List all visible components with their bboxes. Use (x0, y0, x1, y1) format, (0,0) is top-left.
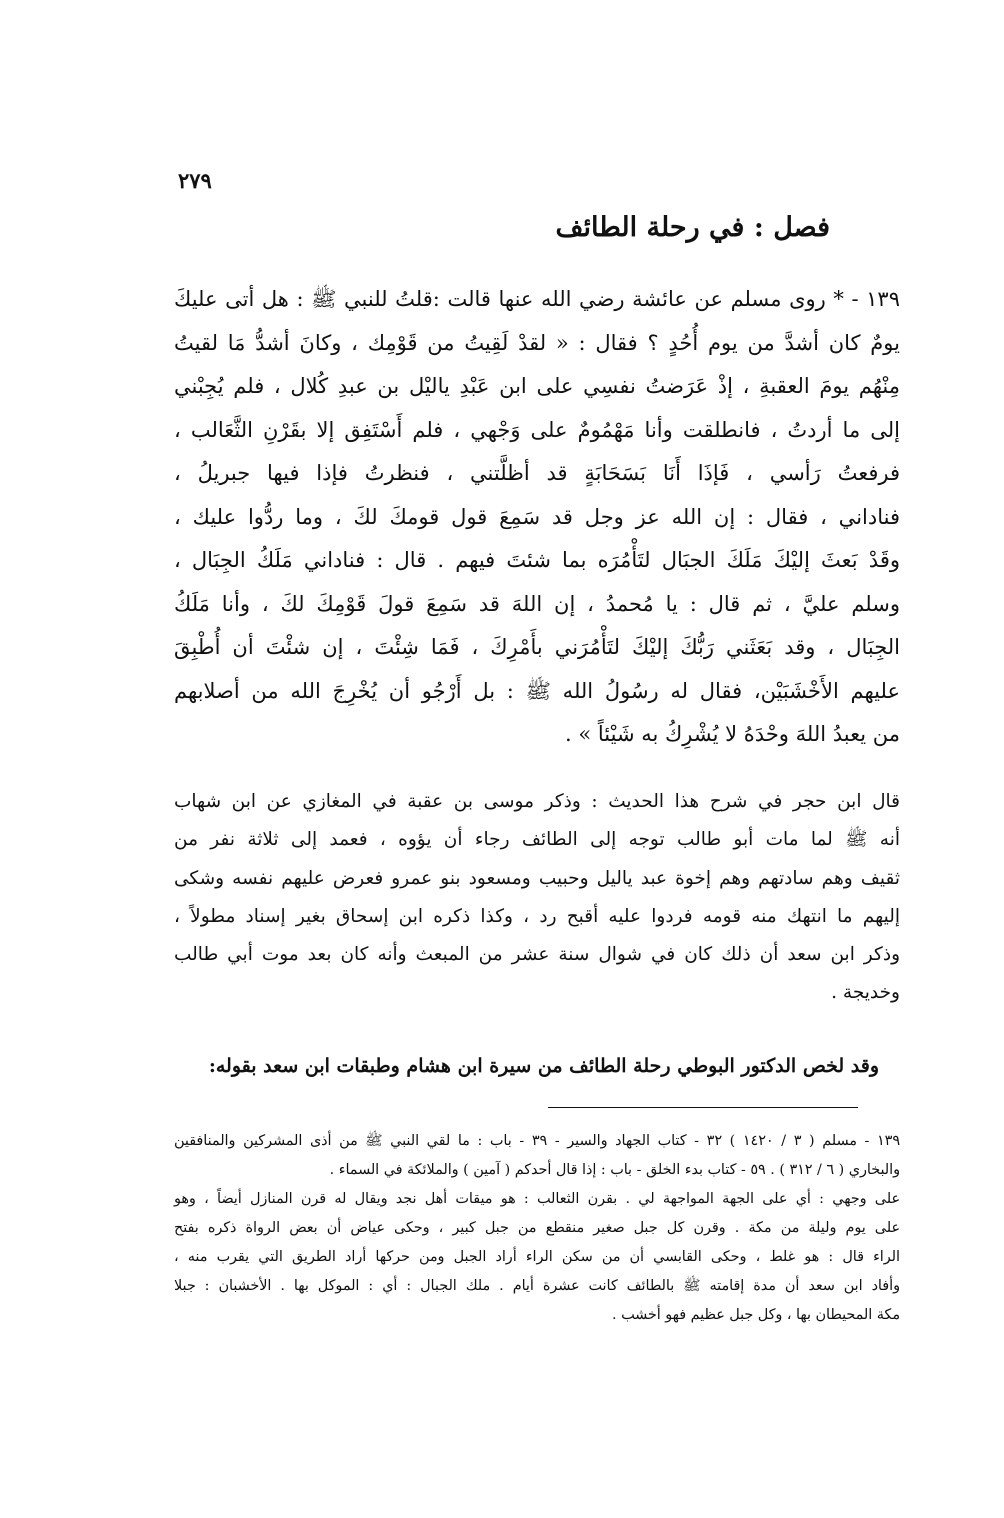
hadith-line: عليهم الأَخْشَبَيْن، فقال له رسُولُ الله ﷺ : بل أَرْجُو أن يُخْرِجَ الله من أصلابهم (174, 678, 900, 703)
commentary-line: وخديجة . (831, 982, 900, 1004)
commentary-line: أنه ﷺ لما مات أبو طالب توجه إلى الطائف رجاء أن يؤوه ، فعمد إلى ثلاثة نفر من (174, 829, 900, 851)
footnote-line: على وجهي : أي على الجهة المواجهة لي . بقرن الثعالب : هو ميقات أهل نجد ويقال له قرن المنازل أيضاً ، وهو (174, 1191, 900, 1207)
footnote-divider (548, 1107, 858, 1108)
footnote-line: الراء قال : هو غلط ، وحكى القابسي أن من سكن الراء أراد الجبل ومن حركها أراد الطريق التي يقرب منه ، (174, 1249, 900, 1265)
commentary-line: قال ابن حجر في شرح هذا الحديث : وذكر موسى بن عقبة في المغازي عن ابن شهاب (174, 791, 900, 812)
footnotes (174, 1127, 900, 1330)
hadith-line: وسلم عليَّ ، ثم قال : يا مُحمدُ ، إن اللهَ قد سَمِعَ قولَ قَوْمِكَ لكَ ، وأنا مَلَكُ (174, 591, 900, 616)
footnote-line: على يوم وليلة من مكة . وقرن كل جبل صغير منقطع من جبل كبير ، وحكى عياض أن بعض الرواة ذكره بفتح (174, 1220, 900, 1236)
hadith-line: فناداني ، فقال : إن الله عز وجل قد سَمِعَ قول قومكَ لكَ ، وما ردُّوا عليك ، (174, 504, 900, 529)
footnote-line: مكة المحيطان بها ، وكل جبل عظيم فهو أخشب . (612, 1307, 900, 1323)
chapter-title: فصل : في رحلة الطائف (555, 212, 830, 243)
hadith-line: إلى ما أردتُ ، فانطلقت وأنا مَهْمُومٌ على وَجْهي ، فلم أَسْتَفِق إلا بقَرْنِ الثَّعَالب ، (174, 417, 900, 442)
hadith-line: ١٣٩ - * روى مسلم عن عائشة رضي الله عنها قالت :قلتُ للنبي ﷺ : هل أتى عليكَ (174, 287, 900, 311)
hadith-line: فرفعتُ رَأسي ، فَإذَا أَنَا بَسَحَابَةٍ قد أظلَّتني ، فنظرتُ فإذا فيها جبريلُ ، (174, 461, 900, 485)
hadith-line: الجِبَال ، وقد بَعَثَني رَبُّكَ إليْكَ لتَأْمُرَني بأَمْرِكَ ، فَمَا شِئْتَ ، إن شئْتَ أن أُطْبِقَ (174, 635, 900, 659)
hadith-line: من يعبدُ اللهَ وحْدَهُ لا يُشْرِكُ به شَيْئاً » . (565, 722, 900, 746)
summary-intro: وقد لخص الدكتور البوطي رحلة الطائف من سيرة ابن هشام وطبقات ابن سعد بقوله: (208, 1055, 879, 1077)
hadith-line: وقَدْ بَعثَ إليْكَ مَلَكَ الجبَال لتَأْمُرَه بما شئتَ فيهم . قال : فناداني مَلَكُ الجِبَال ، (174, 548, 900, 572)
footnote-line: وأفاد ابن سعد أن مدة إقامته ﷺ بالطائف كانت عشرة أيام . ملك الجبال : أي : الموكل بها . الأخشبان : جبلا (174, 1278, 900, 1294)
footnote-line: والبخاري ( ٦ / ٣١٢ ) . ٥٩ - كتاب بدء الخلق - باب : إذا قال أحدكم ( آمين ) والملائكة في السماء . (329, 1162, 900, 1178)
page-number: ٢٧٩ (178, 168, 212, 193)
commentary-line: ثقيف وهم سادتهم وهم إخوة عبد ياليل وحبيب ومسعود بنو عمرو فعرض عليهم نفسه وشكى (174, 867, 900, 889)
commentary-paragraph (174, 783, 900, 1013)
footnote-line: ١٣٩ - مسلم ( ٣ / ١٤٢٠ ) ٣٢ - كتاب الجهاد والسير - ٣٩ - باب : ما لقي النبي ﷺ من أذى المشركين والمنافقين (174, 1133, 901, 1149)
commentary-line: وذكر ابن سعد أن ذلك كان في شوال سنة عشر من المبعث وأنه كان بعد موت أبي طالب (174, 944, 900, 966)
hadith-line: يومٌ كان أشدَّ من يوم أُحُدٍ ؟ فقال : « لقدْ لَقِيتُ من قَوْمِك ، وكانَ أشدُّ مَا لقيتُ (174, 330, 900, 355)
hadith-text (174, 278, 900, 757)
commentary-line: إليهم ما انتهك منه قومه فردوا عليه أقبح رد ، وكذا ذكره ابن إسحاق بغير إسناد مطولاً ، (174, 905, 900, 927)
hadith-line: مِنْهُم يومَ العقبةِ ، إذْ عَرَضتُ نفسِي على ابن عَبْدِ ياليْل بن عبدِ كُلال ، فلم يُجِبْني (174, 374, 900, 398)
